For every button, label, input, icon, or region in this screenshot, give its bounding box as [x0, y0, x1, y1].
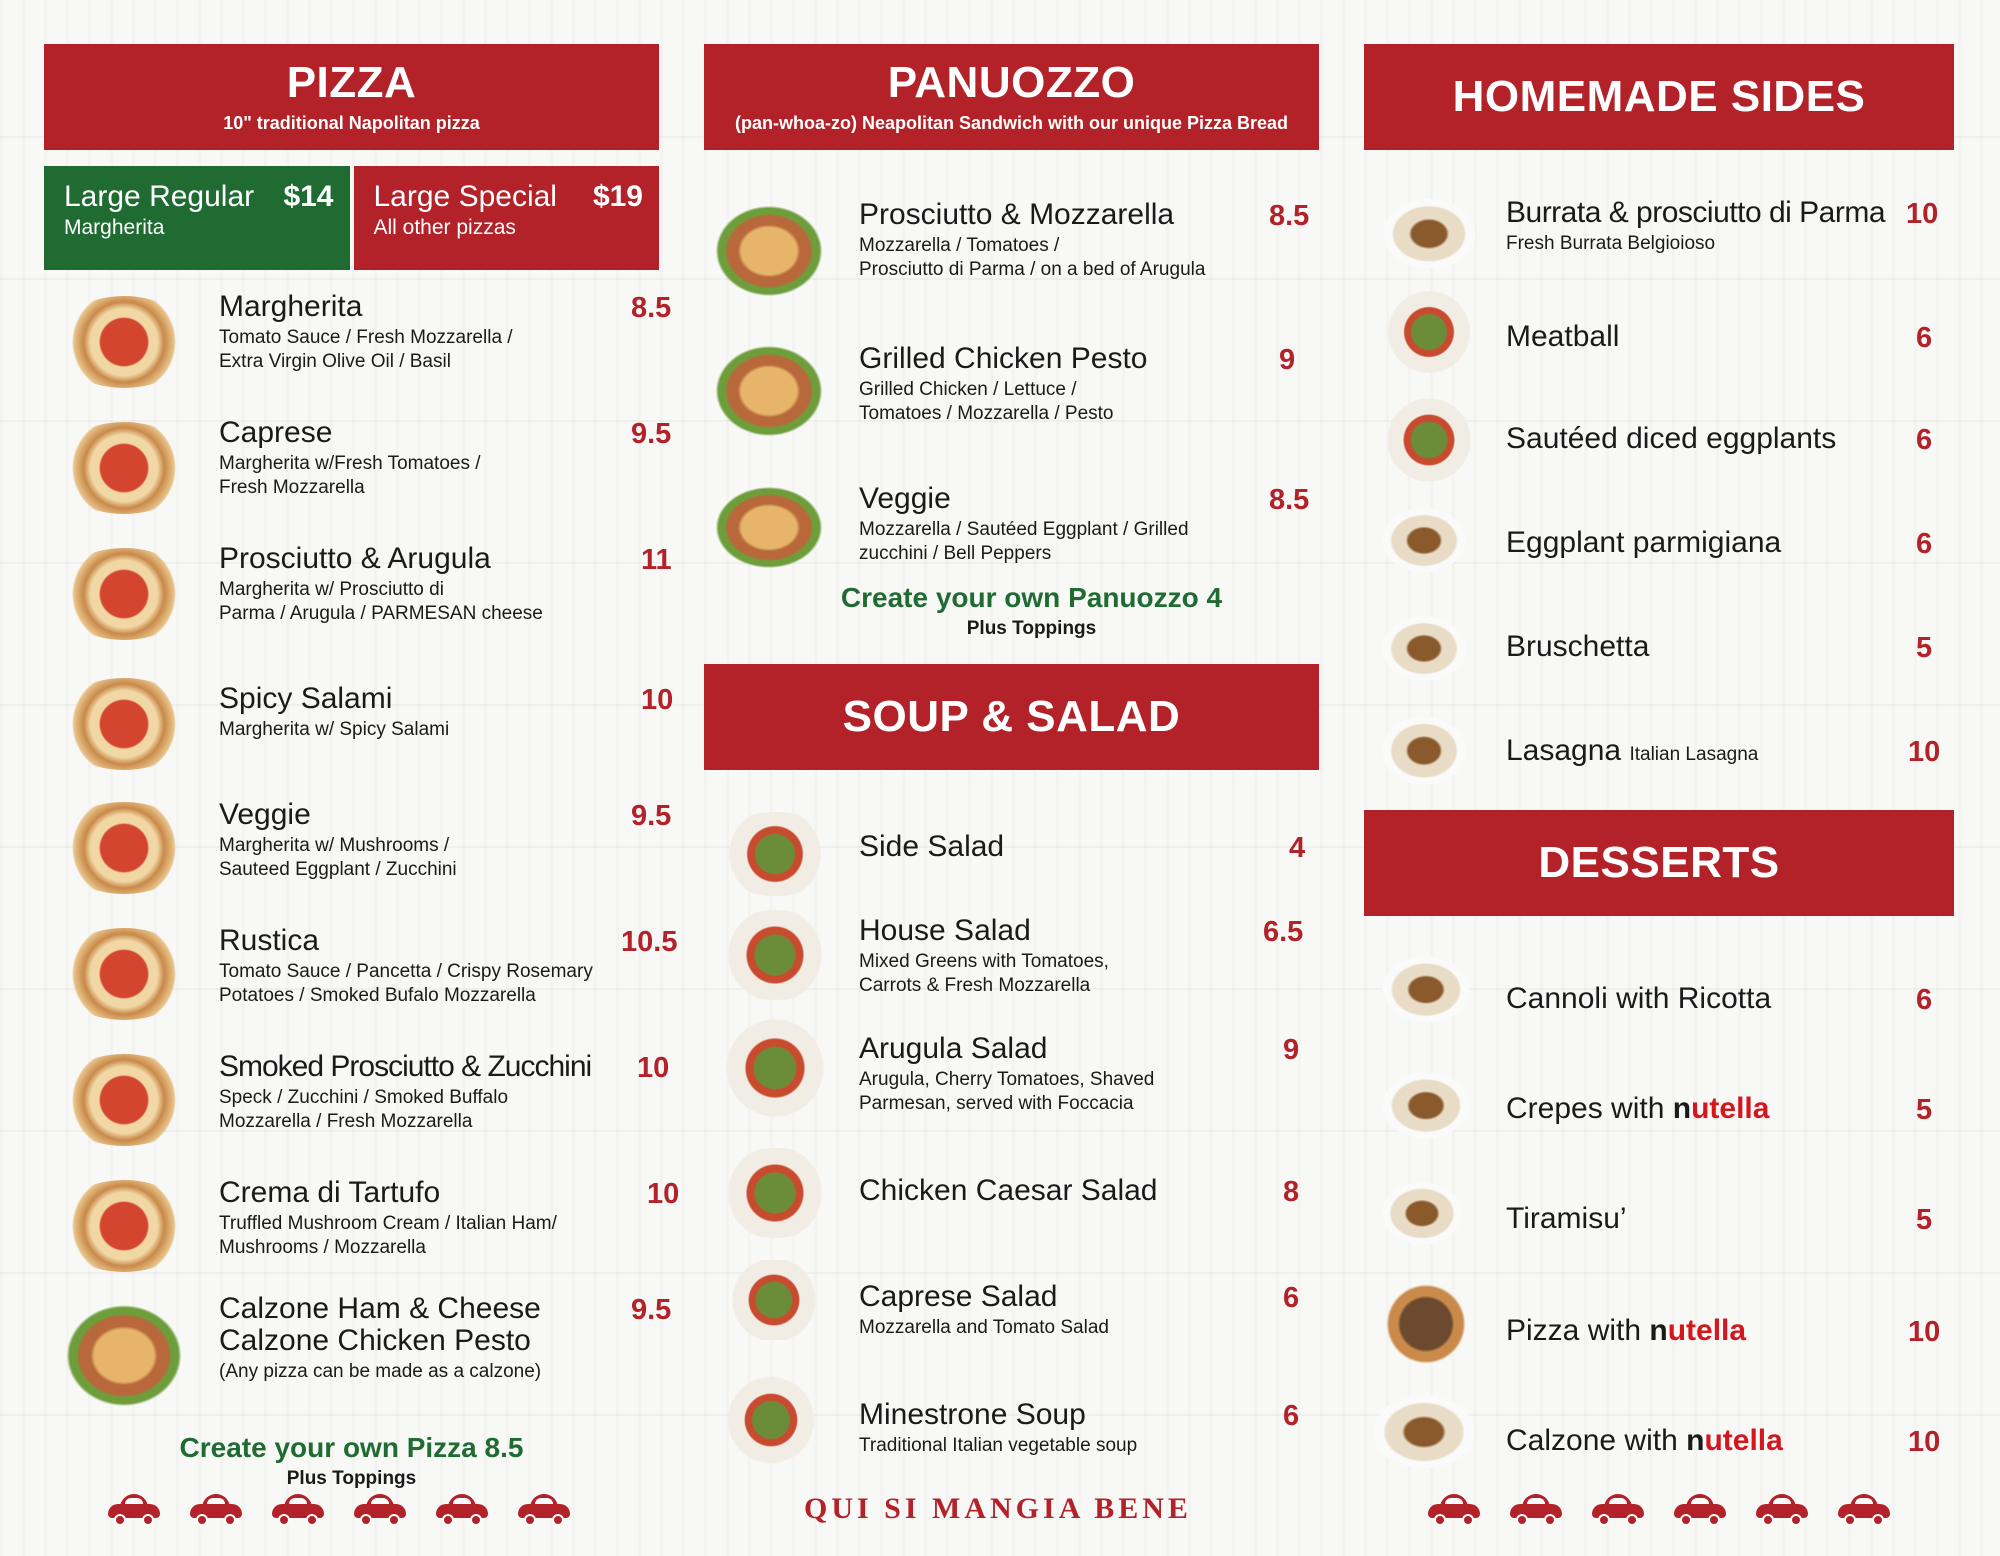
item-desc: (Any pizza can be made as a calzone) — [219, 1361, 542, 1382]
item-name: Spicy Salami — [219, 682, 393, 715]
sandwich-image — [704, 336, 834, 436]
car-icon — [1756, 1494, 1808, 1524]
car-icon — [518, 1494, 570, 1524]
item-name: Calzone Chicken Pesto — [219, 1324, 531, 1357]
item-price: 10 — [647, 1178, 680, 1210]
panuozzo-banner — [704, 44, 1319, 150]
item-name: Tiramisu’ — [1506, 1202, 1627, 1235]
item-name: Pizza with — [1506, 1314, 1642, 1347]
car-icon — [1838, 1494, 1890, 1524]
item-name: Crema di Tartufo — [219, 1176, 441, 1209]
item-name: Margherita — [219, 290, 363, 323]
pizza-image — [54, 422, 194, 514]
item-price: 9 — [1283, 1034, 1300, 1066]
item-price: 6 — [1283, 1282, 1300, 1314]
item-name: Lasagna — [1506, 734, 1622, 767]
item-price: 10 — [1908, 1426, 1941, 1458]
car-icon — [354, 1494, 406, 1524]
item-price: 9 — [1279, 344, 1296, 376]
large-pizza-prices — [44, 166, 659, 270]
item-desc: Fresh Mozzarella — [219, 477, 365, 498]
car-icon — [436, 1494, 488, 1524]
item-name: Eggplant parmigiana — [1506, 526, 1782, 559]
item-desc: Mozzarella / Fresh Mozzarella — [219, 1111, 473, 1132]
item-name: Caprese Salad — [859, 1280, 1058, 1313]
nutella-calzone-image — [1364, 1388, 1484, 1468]
parmigiana-image — [1374, 502, 1474, 572]
item-desc: Grilled Chicken / Lettuce / — [859, 379, 1077, 400]
pizza-subtitle: 10" traditional Napolitan pizza — [223, 112, 480, 133]
item-desc: Italian Lasagna — [1629, 744, 1759, 765]
cannoli-image — [1374, 950, 1478, 1022]
pizza-image — [54, 928, 194, 1020]
item-price: 5 — [1916, 1204, 1933, 1236]
item-price: 9.5 — [631, 418, 672, 450]
item-desc: Tomato Sauce / Pancetta / Crispy Rosemary — [219, 961, 593, 982]
item-desc: Mixed Greens with Tomatoes, — [859, 951, 1109, 972]
car-icon — [1674, 1494, 1726, 1524]
create-own-label: Create your own Pizza 8.5 — [179, 1432, 524, 1463]
item-price: 8 — [1283, 1176, 1300, 1208]
item-desc: Extra Virgin Olive Oil / Basil — [219, 351, 451, 372]
item-desc: Parma / Arugula / PARMESAN cheese — [219, 603, 543, 624]
car-icon — [272, 1494, 324, 1524]
item-desc: Fresh Burrata Belgioioso — [1506, 233, 1716, 254]
item-name: Veggie — [219, 798, 311, 831]
item-price: 10 — [1908, 736, 1941, 768]
item-price: 6 — [1916, 984, 1933, 1016]
pizza-image — [54, 802, 194, 894]
item-name: Bruschetta — [1506, 630, 1650, 663]
item-name: Prosciutto & Arugula — [219, 542, 491, 575]
calzone-image — [54, 1294, 194, 1406]
pizza-banner — [44, 44, 659, 150]
salad-image — [710, 910, 840, 1000]
item-name: House Salad — [859, 914, 1031, 947]
item-desc: Mushrooms / Mozzarella — [219, 1237, 426, 1258]
bruschetta-image — [1374, 610, 1474, 680]
tiramisu-image — [1374, 1176, 1470, 1244]
item-desc: Speck / Zucchini / Smoked Buffalo — [219, 1087, 509, 1108]
lasagna-image — [1374, 710, 1474, 784]
item-name: Cannoli with Ricotta — [1506, 982, 1772, 1015]
item-desc: Tomatoes / Mozzarella / Pesto — [859, 403, 1114, 424]
item-desc: Margherita w/ Prosciutto di — [219, 579, 444, 600]
car-icon — [108, 1494, 160, 1524]
item-price: 8.5 — [631, 292, 672, 324]
item-price: 8.5 — [1269, 200, 1310, 232]
sides-column — [1364, 44, 1954, 1458]
panuozzo-column — [704, 44, 1319, 1456]
item-desc: Mozzarella / Tomatoes / — [859, 235, 1060, 256]
item-desc: Mozzarella / Sautéed Eggplant / Grilled — [859, 519, 1189, 540]
nutella-logo: nutella — [1649, 1314, 1747, 1347]
salad-image — [716, 1260, 832, 1340]
salad-image — [710, 1018, 840, 1118]
nutella-logo: nutella — [1686, 1424, 1783, 1457]
desserts-banner — [1364, 810, 1954, 916]
eggplant-image — [1374, 396, 1484, 484]
salad-image — [710, 1148, 840, 1238]
item-name: Rustica — [219, 924, 320, 957]
soup-image — [716, 1372, 826, 1468]
sides-title: HOMEMADE SIDES — [1452, 72, 1866, 121]
panuozzo-subtitle: (pan-whoa-zo) Neapolitan Sandwich with our unique Pizza Bread — [734, 112, 1289, 133]
item-desc: Carrots & Fresh Mozzarella — [859, 975, 1091, 996]
item-name: Minestrone Soup — [859, 1398, 1086, 1431]
burrata-image — [1374, 192, 1484, 268]
item-desc: Prosciutto di Parma / on a bed of Arugula — [859, 259, 1206, 280]
item-name: Side Salad — [859, 830, 1005, 863]
car-icon — [1428, 1494, 1480, 1524]
item-price: 6.5 — [1263, 916, 1304, 948]
nutella-pizza-image — [1374, 1276, 1478, 1372]
large-special-box — [354, 166, 660, 270]
item-price: 11 — [641, 544, 672, 576]
item-name: Calzone with — [1506, 1424, 1678, 1457]
pizza-image — [54, 296, 194, 388]
item-name: Calzone Ham & Cheese — [219, 1292, 541, 1325]
car-row — [108, 1494, 570, 1524]
item-price: 9.5 — [631, 1294, 672, 1326]
item-price: 9.5 — [631, 800, 672, 832]
desserts-title: DESSERTS — [1538, 838, 1780, 887]
soup-salad-banner — [704, 664, 1319, 770]
item-name: Crepes with — [1506, 1092, 1665, 1125]
large-regular-price: $14 — [283, 180, 334, 213]
pizza-image — [54, 1054, 194, 1146]
nutella-logo: nutella — [1672, 1092, 1770, 1125]
plus-toppings-label: Plus Toppings — [966, 618, 1097, 639]
car-icon — [1592, 1494, 1644, 1524]
salad-image — [710, 812, 840, 896]
soup-salad-title: SOUP & SALAD — [842, 692, 1181, 741]
large-special-price: $19 — [592, 180, 643, 213]
item-name: Prosciutto & Mozzarella — [859, 198, 1175, 231]
item-desc: Mozzarella and Tomato Salad — [859, 1317, 1109, 1338]
item-price: 10 — [637, 1052, 670, 1084]
car-icon — [190, 1494, 242, 1524]
large-regular-desc: Margherita — [64, 216, 165, 239]
item-price: 10.5 — [621, 926, 678, 958]
item-price: 5 — [1916, 632, 1933, 664]
item-desc: Margherita w/ Mushrooms / — [219, 835, 450, 856]
pizza-image — [54, 678, 194, 770]
item-desc: Arugula, Cherry Tomatoes, Shaved — [859, 1069, 1155, 1090]
item-price: 8.5 — [1269, 484, 1310, 516]
meatball-image — [1374, 290, 1484, 374]
item-desc: Sauteed Eggplant / Zucchini — [219, 859, 457, 880]
plus-toppings-label: Plus Toppings — [286, 1468, 417, 1489]
pizza-image — [54, 1180, 194, 1272]
item-price: 6 — [1916, 322, 1933, 354]
item-price: 6 — [1916, 528, 1933, 560]
item-name: Arugula Salad — [859, 1032, 1048, 1065]
item-name: Burrata & prosciutto di Parma — [1506, 196, 1886, 229]
item-price: 5 — [1916, 1094, 1933, 1126]
motto: QUI SI MANGIA BENE — [804, 1492, 1192, 1525]
item-name: Meatball — [1506, 320, 1620, 353]
item-desc: Truffled Mushroom Cream / Italian Ham/ — [219, 1213, 557, 1234]
item-name: Chicken Caesar Salad — [859, 1174, 1158, 1207]
item-desc: Potatoes / Smoked Bufalo Mozzarella — [219, 985, 536, 1006]
large-special-label: Large Special — [373, 180, 557, 213]
pizza-column — [44, 44, 680, 1489]
item-price: 10 — [641, 684, 674, 716]
item-desc: Traditional Italian vegetable soup — [859, 1435, 1138, 1456]
large-regular-box — [44, 166, 350, 270]
item-name: Sautéed diced eggplants — [1506, 422, 1837, 455]
item-desc: Margherita w/ Spicy Salami — [219, 719, 450, 740]
car-row — [1428, 1494, 1890, 1524]
item-price: 6 — [1916, 424, 1933, 456]
item-price: 6 — [1283, 1400, 1300, 1432]
pizza-image — [54, 548, 194, 640]
car-icon — [1510, 1494, 1562, 1524]
create-own-label: Create your own Panuozzo 4 — [840, 582, 1223, 613]
create-own-panuozzo — [744, 582, 1319, 640]
large-special-desc: All other pizzas — [373, 216, 516, 239]
item-name: Smoked Prosciutto & Zucchini — [219, 1050, 592, 1083]
item-price: 10 — [1908, 1316, 1941, 1348]
item-price: 4 — [1289, 832, 1306, 864]
pizza-title: PIZZA — [286, 57, 417, 107]
sandwich-image — [704, 196, 834, 296]
item-desc: Tomato Sauce / Fresh Mozzarella / — [219, 327, 513, 348]
sandwich-image — [704, 478, 834, 568]
crepes-image — [1374, 1066, 1478, 1138]
panuozzo-title: PANUOZZO — [887, 57, 1136, 107]
item-price: 10 — [1906, 198, 1939, 230]
item-name: Veggie — [859, 482, 951, 515]
item-name: Grilled Chicken Pesto — [859, 342, 1148, 375]
item-desc: zucchini / Bell Peppers — [859, 543, 1052, 564]
create-own-pizza — [44, 1432, 659, 1490]
item-desc: Parmesan, served with Foccacia — [859, 1093, 1134, 1114]
item-name: Caprese — [219, 416, 333, 449]
large-regular-label: Large Regular — [64, 180, 255, 213]
item-desc: Margherita w/Fresh Tomatoes / — [219, 453, 481, 474]
sides-banner — [1364, 44, 1954, 150]
